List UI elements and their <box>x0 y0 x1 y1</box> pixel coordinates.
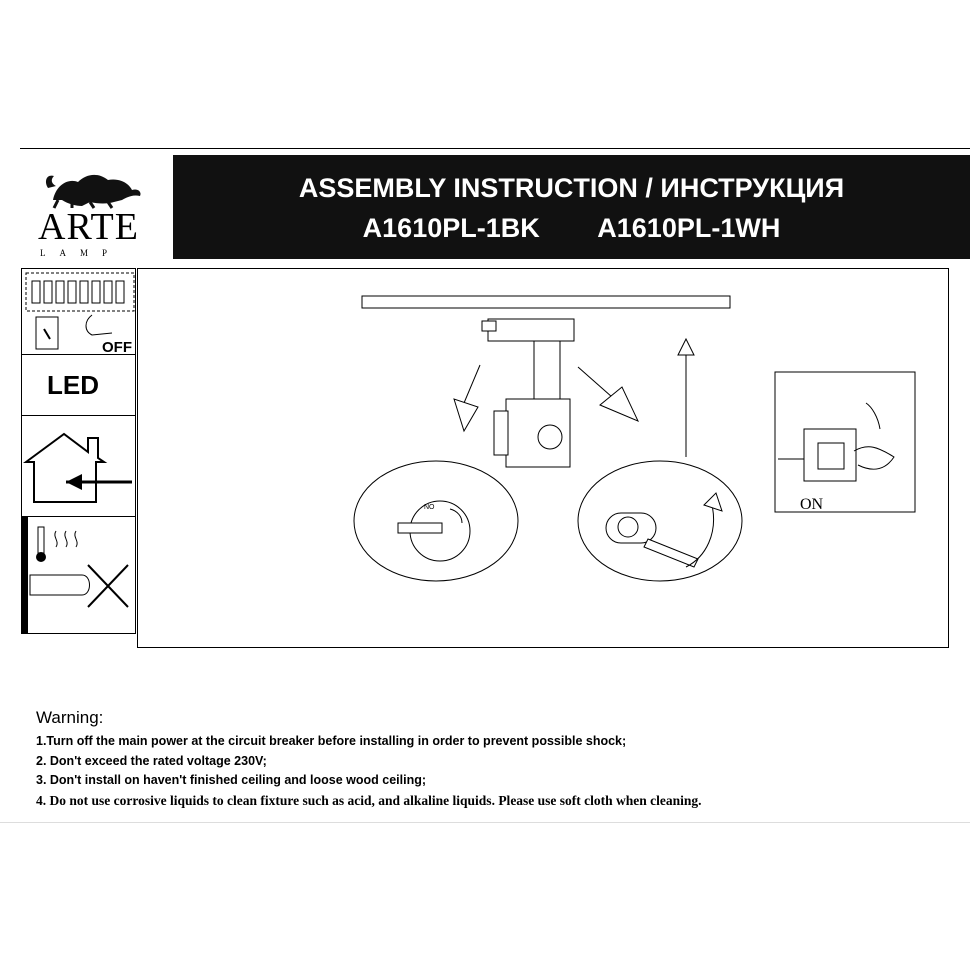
led-label: LED <box>47 370 99 400</box>
warning-line: 4. Do not use corrosive liquids to clean fixture such as acid, and alkaline liquids. Please use soft cloth when cleaning. <box>36 792 702 808</box>
sidebar-icons <box>21 268 137 648</box>
warning-line: 2. Don't exceed the rated voltage 230V; <box>36 753 267 768</box>
title-banner <box>173 155 970 259</box>
indoor-use-cell <box>21 415 136 517</box>
warning-line: 3. Don't install on haven't finished ceiling and loose wood ceiling; <box>36 773 427 787</box>
led-cell <box>21 354 136 416</box>
switch-on-label: ON <box>800 496 824 513</box>
hot-surface-cell <box>21 516 136 634</box>
power-off-cell <box>21 268 136 355</box>
warning-title: Warning: <box>36 708 104 727</box>
warning-line: 1.Turn off the main power at the circuit breaker before installing in order to prevent possible shock; <box>36 734 627 748</box>
bottom-divider <box>0 822 970 823</box>
brand-name: ARTE <box>38 206 139 248</box>
assembly-diagram <box>138 269 948 647</box>
model-bk: A1610PL-1BK <box>362 213 540 243</box>
model-numbers <box>173 213 970 244</box>
warning-section <box>36 708 936 810</box>
off-label: OFF <box>102 339 132 356</box>
brand-subtitle: LAMP <box>40 248 122 258</box>
do-not-touch-hot-icon <box>22 517 135 633</box>
document-title: ASSEMBLY INSTRUCTION / ИНСТРУКЦИЯ <box>298 173 845 203</box>
assembly-diagram-box <box>137 268 949 648</box>
house-indoor-icon <box>22 416 135 516</box>
model-wh: A1610PL-1WH <box>597 213 781 243</box>
dial-marking: NO <box>424 504 435 511</box>
